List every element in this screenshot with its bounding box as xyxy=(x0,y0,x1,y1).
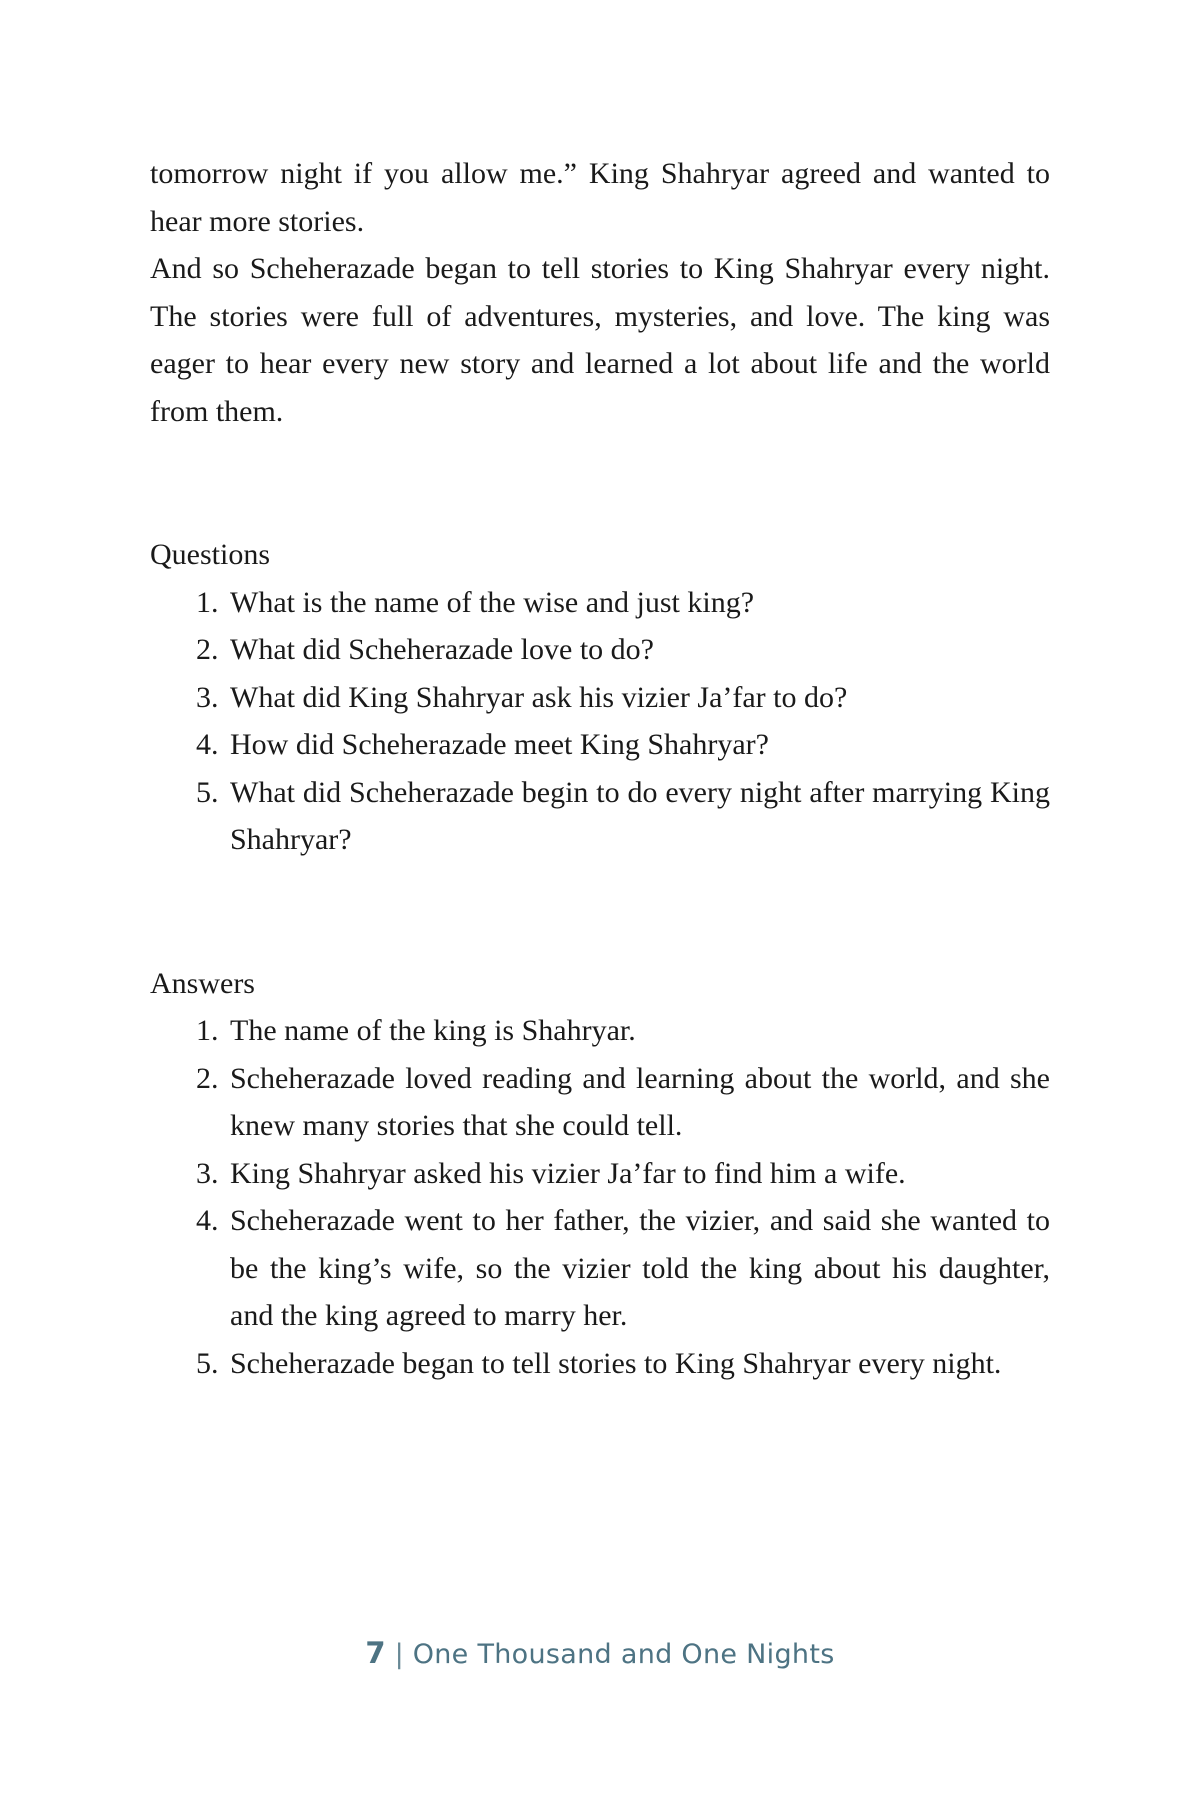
question-item: 4. How did Scheherazade meet King Shahryar? xyxy=(226,721,1050,769)
page-content xyxy=(150,150,1050,1387)
book-title: One Thousand and One Nights xyxy=(412,1639,835,1670)
story-paragraph-1: tomorrow night if you allow me.” King Shahryar agreed and wanted to hear more stories. xyxy=(150,157,1050,238)
questions-heading: Questions xyxy=(150,538,270,571)
question-item: 2. What did Scheherazade love to do? xyxy=(226,626,1050,674)
answer-item: 2. Scheherazade loved reading and learning about the world, and she knew many stories that she could tell. xyxy=(226,1055,1050,1150)
questions-list xyxy=(150,579,1050,864)
answer-item: 5. Scheherazade began to tell stories to King Shahryar every night. xyxy=(226,1340,1050,1388)
answer-item: 1. The name of the king is Shahryar. xyxy=(226,1007,1050,1055)
answers-heading: Answers xyxy=(150,966,255,1000)
page-number: 7 xyxy=(365,1636,386,1670)
question-item: 3. What did King Shahryar ask his vizier Ja’far to do? xyxy=(226,674,1050,722)
page-footer xyxy=(0,1636,1200,1670)
answer-item: 4. Scheherazade went to her father, the vizier, and said she wanted to be the king’s wife, so the vizier told the king about his daughter, and the king agreed to marry her. xyxy=(226,1197,1050,1340)
question-item: 5. What did Scheherazade begin to do every night after marrying King Shahryar? xyxy=(226,769,1050,864)
question-item: 1. What is the name of the wise and just king? xyxy=(226,579,1050,627)
footer-separator: | xyxy=(394,1639,404,1670)
story-paragraph-2: And so Scheherazade began to tell stories to King Shahryar every night. The stories were full of adventures, mysteries, and love. The king was eager to hear every new story and learned a lot about life and the world from them. xyxy=(150,252,1050,428)
answer-item: 3. King Shahryar asked his vizier Ja’far to find him a wife. xyxy=(226,1150,1050,1198)
answers-list xyxy=(150,1007,1050,1387)
